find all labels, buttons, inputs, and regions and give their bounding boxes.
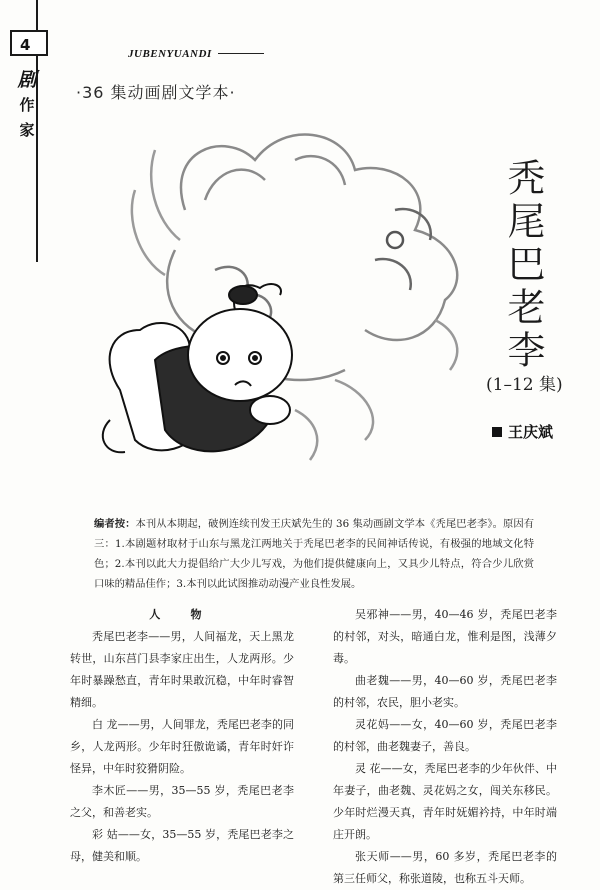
illustration (95, 90, 485, 490)
character-entry: 秃尾巴老李——男，人间福龙，天上黑龙转世，山东莒门县李家庄出生，人龙两形。少年时暴躁愁直，青年时果敢沉稳，中年时睿智精细。 (70, 630, 294, 709)
character-entry: 白 龙——男，人间罪龙，秃尾巴老李的同乡，人龙两形。少年时狂傲诡谲，青年时奸诈怪异，中年时狡猾阴险。 (70, 718, 294, 775)
character-entry: 李木匠——男，35—55 岁，秃尾巴老李之父，和善老实。 (70, 784, 294, 819)
characters-heading: 人 物 (149, 608, 215, 621)
character-entry: 曲老魏——男，40—60 岁，秃尾巴老李的村邻，农民，胆小老实。 (333, 674, 557, 709)
character-entry: 吴邪神——男，40—46 岁，秃尾巴老李的村邻，对头，暗通白龙，惟利是图，浅薄夕毒。 (333, 608, 557, 665)
page-number: 4 (10, 30, 48, 56)
character-entry: 灵 花——女，秃尾巴老李的少年伙伴、中年妻子，曲老魏、灵花妈之女，闯关东移民。少年时烂漫天真，青年时妩媚衿持，中年时端庄开朗。 (333, 762, 557, 841)
section-char-2: 家 (19, 121, 35, 139)
right-column (333, 604, 557, 890)
left-column (70, 604, 294, 868)
section-name (16, 68, 38, 143)
character-entry: 彩 姑——女，35—55 岁，秃尾巴老李之母，健美和顺。 (70, 828, 294, 863)
magazine-code: JUBENYUANDI (128, 48, 212, 60)
author-byline (492, 421, 553, 442)
article-title: 秃尾巴老李 (501, 158, 545, 373)
episode-range: (1–12 集) (486, 375, 563, 395)
editor-note-text: 本刊从本期起，破例连续刊发王庆斌先生的 36 集动画剧文学本《秃尾巴老李》。原因有三：1.本剧题材取材于山东与黑龙江两地关于秃尾巴老李的民间神话传说，有极强的地域文化特色；2.本刊以此大力提倡给广大少儿写戏，为他们提供健康向上，又具少儿特点，符合少儿欣赏口味的精品佳作；3.本刊以此试图推动动漫产业良性发展。 (94, 518, 535, 590)
author-name: 王庆斌 (508, 423, 554, 441)
boy-illustration (103, 284, 292, 452)
section-char-1: 作 (19, 96, 35, 114)
square-bullet-icon (492, 427, 502, 437)
character-entry: 张天师——男，60 多岁，秃尾巴老李的第三任师父，称张道陵，也称五斗天师。 (333, 850, 557, 885)
header-rule (218, 53, 264, 54)
character-entry: 灵花妈——女，40—60 岁，秃尾巴老李的村邻，曲老魏妻子，善良。 (333, 718, 557, 753)
series-label: ·36 集动画剧文学本· (76, 83, 236, 102)
editor-note-lead: 编者按： (94, 518, 136, 530)
section-glyph: 剧 (17, 69, 37, 91)
editor-note (94, 514, 534, 594)
